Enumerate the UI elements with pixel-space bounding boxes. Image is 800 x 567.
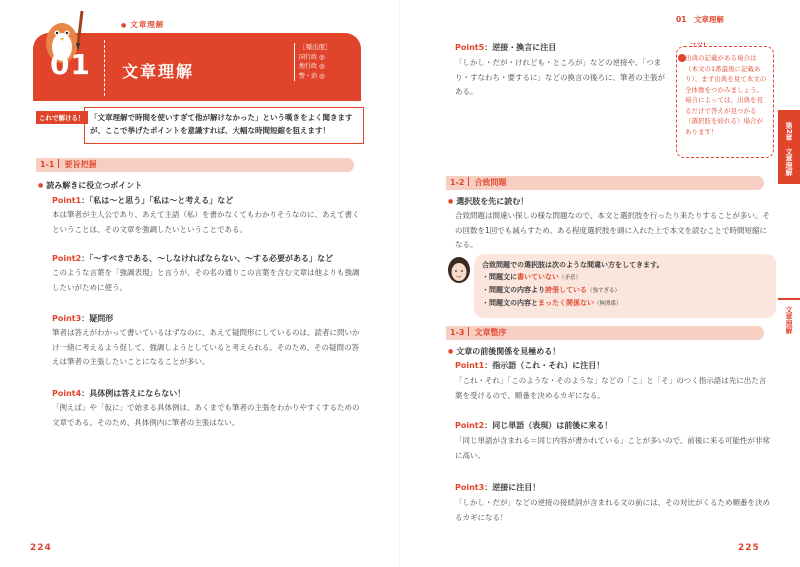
point-heading: Point1：「私は〜と思う」「私は〜と考える」など	[52, 196, 234, 205]
point-badge: 2	[478, 421, 485, 430]
tip-box: 出典の記載がある場合は（本文の1番最後に記載あり）、まず出典を見て本文の全体像をつかみましょう。場合によっては、出典を見るだけで答えが見つかる（選択肢を絞れる）場合があります！	[676, 46, 774, 158]
frequency-row: 国行政 ◎	[299, 52, 325, 61]
chapter-number: 01	[50, 48, 91, 81]
side-tab-section[interactable]: 文章理解	[778, 298, 800, 360]
point-badge: 1	[75, 196, 82, 205]
page-number-left: 224	[30, 543, 52, 553]
page-number-right: 225	[738, 543, 760, 553]
frequency-row: 地行政 ◎	[299, 62, 325, 70]
point-heading: Point3：疑問形	[52, 314, 114, 323]
bullet-heading: ● 文章の前後関係を見極める！	[448, 346, 560, 357]
point-heading: Point2：同じ単語（表現）は前後に来る！	[455, 421, 613, 430]
point-body: このような言葉を「強調表現」と言うが、その名の通りこの言葉を含む文章は他よりも強調したいがために使う。	[52, 268, 360, 292]
point-badge: 4	[75, 389, 82, 398]
note-item: ・問題文に書いていない（矛盾）	[482, 273, 582, 281]
point-badge: 2	[75, 254, 82, 263]
point-heading: Point2：「〜すべきである、〜しなければならない、〜する必要がある」など	[52, 254, 334, 263]
section-bar-1-3: 1-3 文章整序	[446, 326, 764, 340]
point-body: 筆者は答えがわかって書いているはずなのに、あえて疑問形にしているのは、読者に問いかけ一緒に考えるよう促して、強調しようとしていると考えられる。そのため、その疑問の答えは筆者の主張したいことになることが多い。	[52, 328, 360, 366]
point-body: 本は筆者が主人公であり、あえて主語（私）を書かなくてもわかりそうなのに、あえて書くということは、その文章を強調したいということである。	[52, 210, 360, 234]
point-badge: 5	[478, 43, 485, 52]
point-body: 「これ・それ」「このような・そのような」などの「こ」と「そ」のつく指示語は先に出た言葉を受けるので、順番を決めるカギになる。	[455, 376, 767, 400]
side-tab-chapter[interactable]: 第2章 文章理解	[778, 110, 800, 184]
point-body: 「しかし・だが・けれども・ところが」などの逆接や、「つまり・すなわち・要するに」などの換言の後ろに、筆者の主張がある。	[455, 58, 665, 96]
avatar-icon	[446, 256, 472, 288]
section-title: 要旨把握	[64, 160, 97, 169]
running-header: 01 文章理解	[676, 15, 724, 24]
callout-tag: これで解ける！	[36, 111, 88, 124]
note-item: ・問題文の内容より誇張している（強すぎる）	[482, 286, 621, 294]
spread-gutter	[399, 0, 400, 567]
note-item: ・問題文の内容とまったく関係ない（無関係）	[482, 299, 622, 307]
point-body: 「同じ単語が含まれる＝同じ内容が書かれている」ことが多いので、前後に来る可能性が非常に高い。	[455, 436, 770, 460]
point-body: 「しかし・だが」などの逆接の接続詞が含まれる文の前には、その対比がくるため順番を決めるカギになる！	[455, 498, 770, 522]
body-text: 合致問題は間違い探しの様な問題なので、本文と選択肢を行ったり来たりすることが多い。その回数を1回でも減らすため、ある程度選択肢を頭に入れた上で本文を読むことで時間短縮になる。	[455, 211, 770, 249]
frequency-label: ［頻出度］	[299, 43, 332, 51]
point-heading: Point4：具体例は答えにならない！	[52, 389, 186, 398]
frequency-box	[294, 43, 332, 81]
note-bubble	[474, 254, 776, 318]
bullet-heading: ● 選択肢を先に読む！	[448, 196, 528, 207]
frequency-row: 警・消 ◎	[299, 71, 325, 80]
section-bar-1-1	[36, 158, 354, 172]
point-badge: 3	[478, 483, 485, 492]
point-heading: Point5：逆接・換言に注目	[455, 43, 557, 52]
bullet-heading: ● 読み解きに役立つポイント	[38, 180, 142, 191]
callout-box: 「文章理解で時間を使いすぎて他が解けなかった」という嘆きをよく聞きますが、ここで挙げたポイントを意識すれば、大幅な時間短縮を狙えます！	[84, 107, 364, 144]
point-heading: Point1：指示語（これ・それ）に注目！	[455, 361, 605, 370]
section-bar-1-2: 1-2 合致問題	[446, 176, 764, 190]
point-badge: 1	[478, 361, 485, 370]
point-body: 「例えば」や「仮に」で始まる具体例は、あくまでも筆者の主張をわかりやすくするための文章である。そのため、具体例内に筆者の主張はない。	[52, 403, 360, 427]
point-badge: 3	[75, 314, 82, 323]
note-intro: 合致問題での選択肢は次のような間違い方をしてきます。	[482, 261, 664, 269]
top-kicker: ● 文章理解	[121, 19, 164, 30]
tip-label: コツ!	[690, 41, 706, 49]
point-heading: Point3：逆接に注目！	[455, 483, 541, 492]
chapter-title: 文章理解	[122, 62, 195, 81]
section-number: 1-1	[40, 160, 55, 169]
banner-divider	[104, 40, 105, 96]
